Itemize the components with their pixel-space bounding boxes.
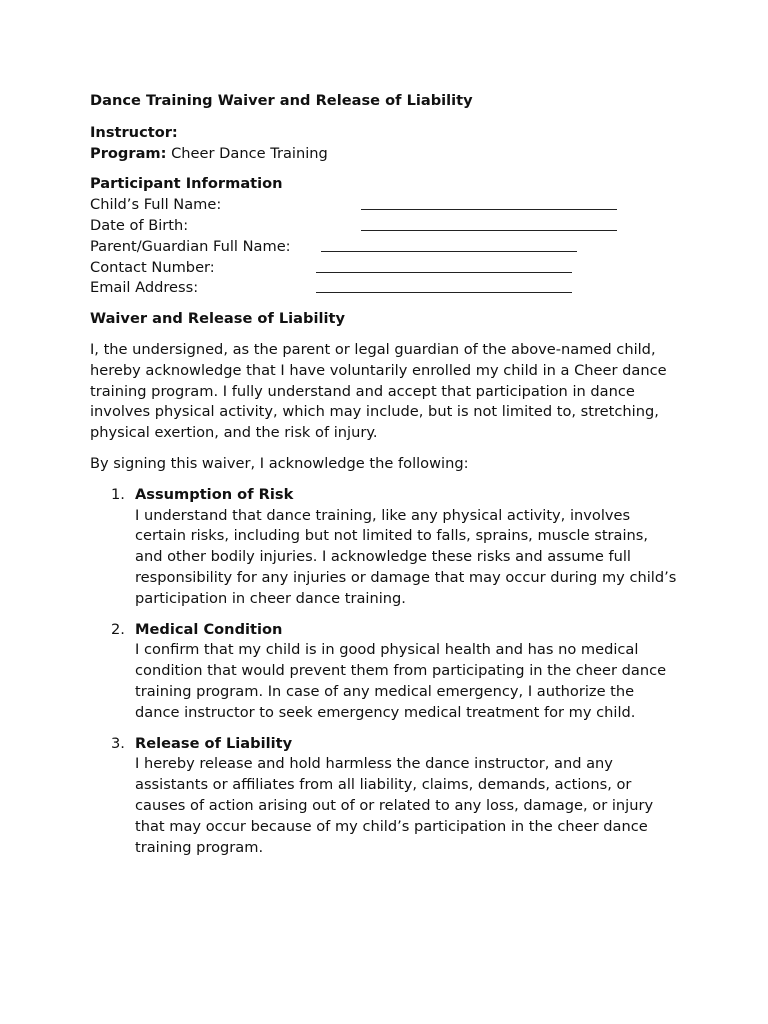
waiver-paragraph: I, the undersigned, as the parent or legal guardian of the above-named child, hereby acknowledge that I have voluntarily enrolled my child in a Cheer dance training program. I fully understand and accept that participation in dance involves physical activity, which may include, but is not limited to, stretching, physical exertion, and the risk of injury. [90, 340, 667, 442]
acknowledgement-list [90, 485, 690, 859]
dob-blank[interactable] [361, 230, 617, 231]
waiver-heading: Waiver and Release of Liability [90, 310, 345, 328]
document-page [90, 91, 690, 868]
contact-number-field [90, 258, 690, 279]
guardian-name-label: Parent/Guardian Full Name: [90, 237, 291, 255]
document-title: Dance Training Waiver and Release of Liability [90, 92, 473, 109]
email-label: Email Address: [90, 279, 199, 297]
dob-field [90, 216, 690, 237]
program-label: Program: [90, 144, 167, 162]
list-item-number: 1. [111, 485, 125, 503]
participant-heading: Participant Information [90, 175, 283, 193]
guardian-name-blank[interactable] [321, 251, 577, 252]
guardian-name-field [90, 237, 690, 258]
email-blank[interactable] [316, 292, 572, 293]
email-field [90, 278, 690, 299]
list-item-title: Release of Liability [135, 734, 293, 752]
child-name-label: Child’s Full Name: [90, 196, 222, 214]
list-item-body: I hereby release and hold harmless the dance instructor, and any assistants or affiliates from all liability, claims, demands, actions, or causes of action arising out of or related to any loss, damage, or injury that may occur because of my child’s participation in the cheer dance training program. [135, 755, 654, 856]
waiver-intro: By signing this waiver, I acknowledge the following: [90, 454, 469, 472]
dob-label: Date of Birth: [90, 216, 189, 234]
contact-number-blank[interactable] [316, 272, 572, 273]
instructor-label: Instructor: [90, 123, 178, 141]
child-name-field [90, 195, 690, 216]
contact-number-label: Contact Number: [90, 258, 215, 276]
list-item-body: I understand that dance training, like any physical activity, involves certain risks, including but not limited to falls, sprains, muscle strains, and other bodily injuries. I acknowledge these risks and assume full responsibility for any injuries or damage that may occur during my child’s participation in cheer dance training. [135, 506, 677, 607]
program-row [90, 144, 690, 165]
program-value: Cheer Dance Training [171, 144, 328, 162]
list-item [90, 620, 690, 724]
list-item [90, 734, 690, 859]
instructor-row [90, 123, 690, 144]
list-item-number: 2. [111, 620, 125, 638]
list-item-body: I confirm that my child is in good physical health and has no medical condition that would prevent them from participating in the cheer dance training program. In case of any medical emergency, I authorize the dance instructor to seek emergency medical treatment for my child. [135, 641, 667, 721]
list-item-title: Assumption of Risk [135, 485, 294, 503]
list-item-number: 3. [111, 734, 125, 752]
list-item [90, 485, 690, 610]
list-item-title: Medical Condition [135, 620, 283, 638]
child-name-blank[interactable] [361, 209, 617, 210]
